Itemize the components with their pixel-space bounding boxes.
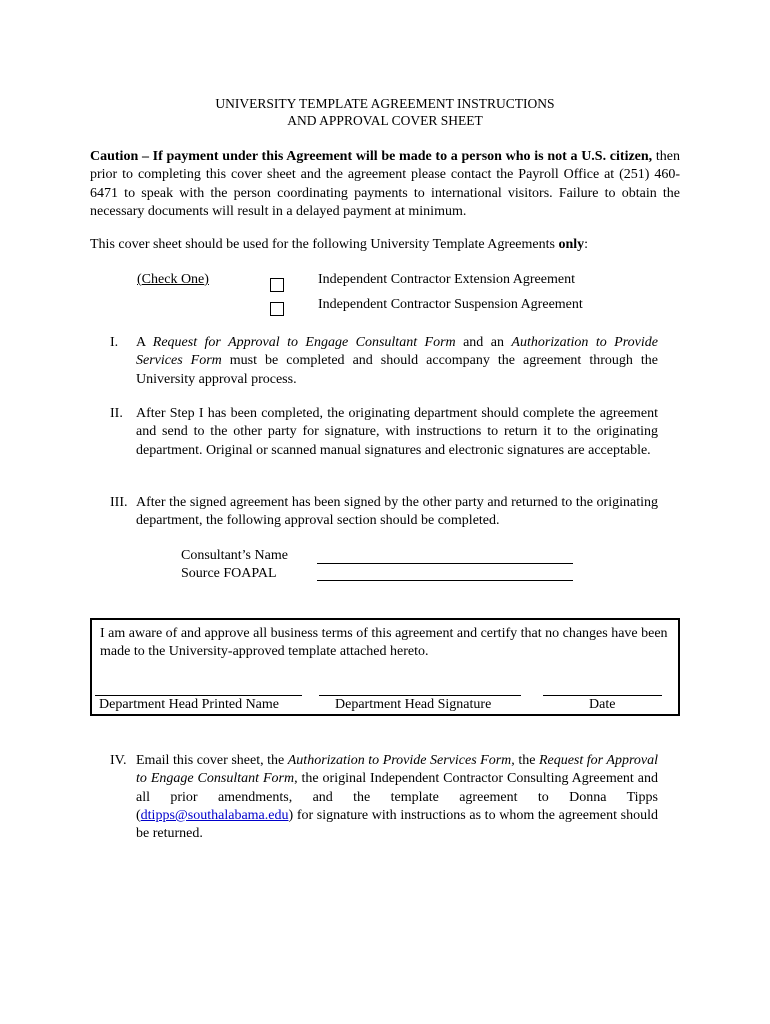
approval-box	[90, 618, 680, 716]
step-2	[110, 405, 658, 460]
caution-text: then prior to completing this cover sheet and the agreement please contact the Payroll Office at (251) 460-6471 to speak with the person coordinating payments to international visitors. Failure to obtain the necessary documents will result in a delayed payment at minimum.	[90, 149, 681, 219]
step-1-text-a: A	[136, 335, 153, 350]
cover-sheet-emphasis: only	[558, 237, 585, 252]
extension-agreement-label: Independent Contractor Extension Agreement	[318, 272, 575, 287]
request-form-ref: Request for Approval to Engage Consultant Form	[136, 753, 658, 787]
step-3-text: After the signed agreement has been signed by the other party and returned to the originating department, the following approval section should be completed.	[136, 495, 658, 529]
approval-statement: I am aware of and approve all business terms of this agreement and certify that no changes have been made to the University-approved template attached hereto.	[100, 626, 668, 660]
step-4-number: IV.	[110, 753, 127, 768]
step-3-number: III.	[110, 495, 128, 510]
source-foapal-label: Source FOAPAL	[181, 566, 277, 581]
step-3	[110, 494, 658, 531]
step-4-text-d: ) for signature with instructions as to whom the agreement should be returned.	[136, 807, 658, 842]
cover-sheet-end: :	[584, 237, 589, 252]
caution-paragraph	[90, 148, 680, 221]
step-4	[110, 752, 658, 843]
suspension-agreement-label: Independent Contractor Suspension Agreement	[318, 297, 583, 312]
email-link[interactable]: dtipps@southalabama.edu	[140, 807, 289, 823]
cover-sheet-paragraph	[90, 236, 680, 254]
step-1-text-c: must be completed and should accompany the agreement through the University approval process.	[136, 353, 658, 387]
caution-heading: Caution – If payment under this Agreement will be made to a person who is not a U.S. citizen,	[90, 149, 653, 164]
request-form-name: Request for Approval to Engage Consultant Form	[152, 335, 456, 350]
step-1-text-b: and an	[455, 335, 512, 350]
step-1	[110, 334, 658, 389]
consultant-name-label: Consultant’s Name	[181, 548, 288, 563]
date-label: Date	[589, 697, 616, 712]
authorization-form-name: Authorization to Provide Services Form	[136, 335, 658, 369]
printed-name-label: Department Head Printed Name	[99, 697, 279, 712]
step-4-text-b: , the	[511, 753, 539, 768]
consultant-name-field[interactable]	[317, 563, 573, 564]
step-1-number: I.	[110, 335, 119, 350]
document-title-line1: UNIVERSITY TEMPLATE AGREEMENT INSTRUCTIONS	[215, 96, 555, 111]
extension-agreement-checkbox[interactable]	[270, 278, 284, 292]
signature-field[interactable]	[319, 695, 521, 696]
source-foapal-field[interactable]	[317, 580, 573, 581]
cover-sheet-text: This cover sheet should be used for the following University Template Agreements	[90, 237, 559, 252]
date-field[interactable]	[543, 695, 662, 696]
check-one-label: (Check One)	[137, 272, 209, 287]
authorization-form-ref: Authorization to Provide Services Form	[287, 753, 512, 768]
step-2-number: II.	[110, 406, 123, 421]
document-title-line2: AND APPROVAL COVER SHEET	[287, 113, 483, 128]
check-one-text: Check One	[141, 272, 205, 287]
step-4-text-a: Email this cover sheet, the	[136, 753, 288, 768]
step-2-text: After Step I has been completed, the originating department should complete the agreement and send to the other party for signature, with instructions to return it to the originating department. Original or scanned manual signatures and electronic signatures are acceptable.	[136, 406, 658, 458]
signature-label: Department Head Signature	[335, 697, 492, 712]
step-4-text-c: , the original Independent Contractor Consulting Agreement and all prior amendments, and the template agreement to Donna Tipps (	[136, 771, 658, 823]
printed-name-field[interactable]	[95, 695, 302, 696]
suspension-agreement-checkbox[interactable]	[270, 302, 284, 316]
